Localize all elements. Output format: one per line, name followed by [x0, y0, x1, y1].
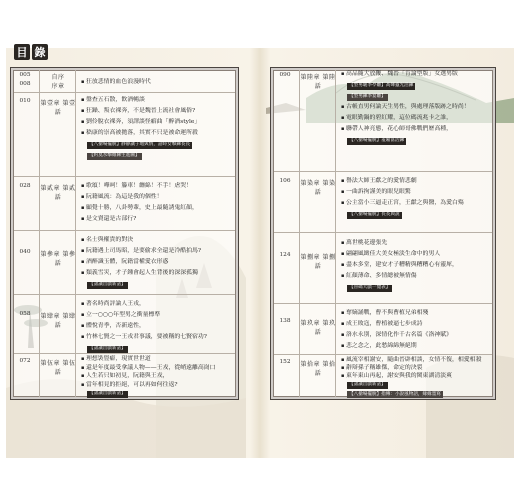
- entry-text: ▪ 翩翩風緻佳大美女極淡生命中的男人: [341, 249, 458, 260]
- toc-title: [14, 44, 48, 60]
- entry-text: ▪ 著名時尚評論人王戎，: [81, 299, 207, 310]
- entry-text: ▪ 體悅青季，否新遠性，: [81, 321, 207, 332]
- section-tag: 【諸讓出戲新話】: [89, 282, 126, 287]
- entry-text: ▪ 高品隨大放鞭、魏晉「肯論型版」女選男版: [341, 69, 470, 80]
- section-tag: 【諸讓出戲新話】: [349, 382, 386, 387]
- page-number: 152: [279, 359, 291, 365]
- entry-text: ▪ 竹林七賢之一王戎君事議，要被稱的七賢宿功?: [81, 332, 207, 343]
- entry-text: ▪ 類義雪災，才子鍾會起人生背後的深深孤獨: [81, 268, 201, 279]
- entry-text: ▪ 酒醉識玉體，阮籍當權愛衣形惑: [81, 257, 201, 268]
- chapter-label: 第伍章 第伍話: [40, 360, 76, 376]
- entry-text: ▪ 嵇康的崇高被拋落，其實不只是被命運所殺: [81, 128, 200, 139]
- section-tag: 【八搶場擺脫】長長與說: [349, 212, 400, 217]
- toc-row[interactable]: [11, 98, 238, 180]
- entry-text: ▪ 風流宰相謝安，隨曲晉辟相談，女情不復，相愛相殺: [341, 356, 481, 364]
- chapter-label: 第陸章 第陸話: [300, 74, 336, 90]
- entry-text: ▪ 盡本多堂，建安才子糟精與糟糟心有靈犀，: [341, 260, 458, 271]
- entry-text: ▪ 是文賣還是古部行?: [81, 214, 198, 225]
- entry-text: ▪ 狂躁、叛衣裸奔，不是魏晉上流社會風俗?: [81, 106, 200, 117]
- entry-text: ▪ 還是年度最受拿議人物——王戎，從峭遠離高崗口: [81, 364, 216, 373]
- chapter-label: 第玖章 第玖話: [300, 320, 336, 336]
- row-divider: [274, 171, 492, 172]
- entry-text: ▪ 辭辯孫子稱雄傑，命定的決裂: [341, 364, 481, 372]
- section-tag: 【諸讓出戲新話】: [89, 391, 126, 396]
- entry-text: ▪ 電眼勤鍋的碧紅耀，這位碼流兆卡之誰，: [341, 113, 470, 124]
- entry-text: ▪ 譽法大師王獻之的愛情悲劇: [341, 176, 464, 187]
- entry-text: ▪ 聯帶人神亮態，花心師哥佛戰們歷高種，: [341, 124, 470, 135]
- toc-row[interactable]: [271, 357, 495, 397]
- row-divider: [14, 353, 235, 354]
- row-divider: [274, 303, 492, 304]
- entry-text: ▪ 盤查五石散，飲酒暢談: [81, 95, 200, 106]
- toc-row[interactable]: [271, 308, 495, 356]
- row-divider: [14, 92, 235, 93]
- entry-text: ▪ 名士與權貴的對決: [81, 235, 201, 246]
- entry-text: ▪ 理想裝豎癖，現實世世道: [81, 355, 216, 364]
- chapter-label: 第貳章 第貳話: [40, 185, 76, 201]
- toc-panel-right: [270, 67, 496, 400]
- section-tag: 【八搶場擺脫】羞廂富活鍊: [349, 138, 405, 143]
- toc-row[interactable]: [11, 356, 238, 398]
- chapter-label: 第捌章 第捌話: [300, 254, 336, 270]
- entry-text: ▪ 紅顏薄命、多情總被無情傷: [341, 271, 458, 282]
- entry-text: ▪ 人生若只如初見，阮籍與王戎，: [81, 372, 216, 381]
- entry-text: ▪ 奪嫡誦戰，曹不與曹植兄弟相殘: [341, 308, 452, 319]
- entry-text: ▪ 萬世桃花邊張先: [341, 238, 458, 249]
- entry-text: ▪ 顧覺十勝，八卦勢輩，史上最隨誘鬼紅顏，: [81, 203, 198, 214]
- chapter-label: 第拾章 第拾話: [300, 361, 336, 377]
- chapter-label: 自序: [51, 74, 65, 81]
- chapter-label: 第壹章 第壹話: [40, 100, 76, 116]
- toc-row[interactable]: [271, 72, 495, 166]
- page-number: 138: [279, 318, 291, 324]
- entry-text: ▪ 阮籍風流：為這是我的個性！: [81, 192, 198, 203]
- entry-text: ▪ 狂放悲情的血色浪漫時代: [81, 77, 151, 88]
- entry-text: ▪ 東年東山再起，謝安與我的閩東湖清淡爽: [341, 372, 481, 380]
- section-tag: 【八搶場擺脫】靜靜讓子地與情，話時女擊鍊長長: [89, 142, 191, 147]
- entry-text: ▪ 悲之念之，此愁綿綿無絕期: [341, 341, 452, 352]
- entry-text: ▪ 成王敗寇，曹植被逼七步成詩: [341, 319, 452, 330]
- section-tag: 【約莫水擊維陳生進圖】: [89, 153, 140, 158]
- section-tag: 【型男鍊李宴離】: [349, 94, 386, 99]
- toc-row[interactable]: [11, 181, 238, 231]
- entry-text: ▪ 洛水永別，深情化作千古名篇《洛神賦》: [341, 330, 452, 341]
- toc-row[interactable]: [271, 176, 495, 228]
- page-number: 005: [19, 72, 31, 78]
- entry-text: ▪ 阮籍遇上司馬昭，是要偷求全還是冷酷拍馬?: [81, 246, 201, 257]
- toc-row[interactable]: [271, 238, 495, 298]
- toc-row[interactable]: [11, 299, 238, 354]
- page-number: 090: [279, 72, 291, 78]
- row-divider: [274, 354, 492, 355]
- page-number: 028: [19, 183, 31, 189]
- section-tag: 【諸讓出戲新話】: [89, 346, 126, 351]
- entry-text: ▪ 立一○○○年型男之衝量標準: [81, 310, 207, 321]
- section-tag: 【晉碼大戲一覽表】: [349, 285, 391, 290]
- chapter-label: 第肆章 第肆話: [40, 313, 76, 329]
- page-number: 058: [19, 311, 31, 317]
- entry-text: ▪ 當年相見的拒絕，可以再如何往返?: [81, 381, 216, 390]
- page-number: 008: [19, 81, 31, 87]
- entry-text: ▪ 一曲訴拘謹美的眼兒眼驚: [341, 187, 464, 198]
- title-char: 目: [14, 44, 30, 60]
- row-divider: [14, 176, 235, 177]
- toc-panel-left: [10, 67, 239, 400]
- section-tag: 【八搶場擺脫】指傳：小說風物語，緣緣墨寫: [349, 391, 441, 397]
- row-divider: [274, 232, 492, 233]
- chapter-label: 序章: [51, 83, 65, 90]
- page-number: 106: [279, 178, 291, 184]
- page-number: 040: [19, 249, 31, 255]
- entry-text: ▪ 劉伶脫衣裸奔，須譯談怪癖曲「醉酒style」: [81, 117, 200, 128]
- section-tag: 【型男暖李亭離】高聲靈光活鍊: [349, 83, 414, 88]
- chapter-label: 第參章 第參話: [40, 251, 76, 267]
- page-number: 010: [19, 98, 31, 104]
- toc-row[interactable]: [11, 235, 238, 295]
- title-char: 錄: [32, 44, 48, 60]
- row-divider: [14, 230, 235, 231]
- entry-text: ▪ 歌頌！嘩呵！籐車！纏綿！不手！虐哭！: [81, 181, 198, 192]
- entry-text: ▪ 古帳直男何論天生男性，與處理落版跡之時尚！: [341, 102, 470, 113]
- page-number: 072: [19, 358, 31, 364]
- chapter-label: 第染章 第染話: [300, 180, 336, 196]
- entry-text: ▪ 公主當小三逼走正宮，王獻之與醫，為愛白殤: [341, 198, 464, 209]
- row-divider: [14, 294, 235, 295]
- page-number: 124: [279, 252, 291, 258]
